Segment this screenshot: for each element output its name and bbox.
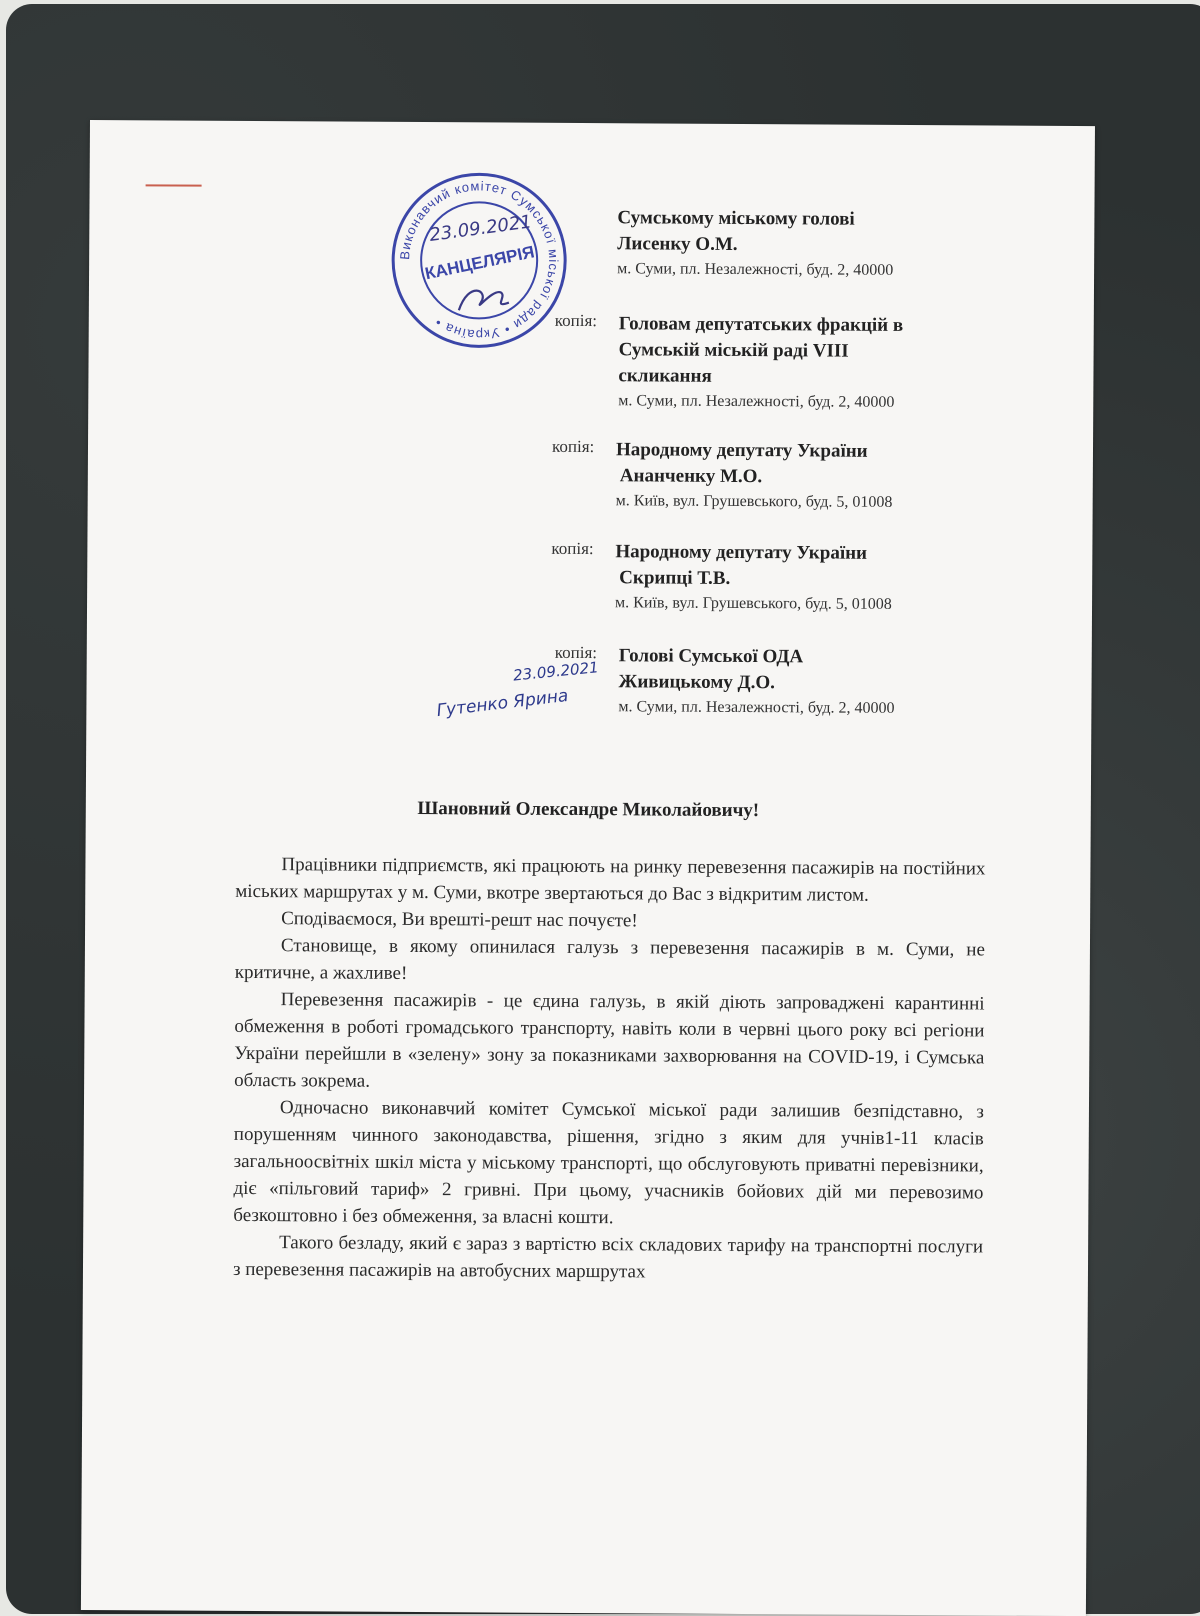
chancellery-stamp [389,170,570,351]
stamp-ring-text: Виконавчий комітет Сумської міської ради • Україна • [397,178,562,343]
body-paragraph: Працівники підприємств, які працюють на ринку перевезення пасажирів на постійних міських маршрутах у м. Суми, вкотре звертаються до Вас з відкритим листом. [235,854,986,906]
body-paragraph: Одночасно виконавчий комітет Сумської міської ради залишив безпідставно, з порушенням чинного законодавства, рішення, згідно з яким для учнів1-11 класів загальноосвітніх шкіл міста у міському транспорті, що обслуговують приватні перевізники, діє «пільговий тариф» 2 гривні. При цьому, учасників бойових дій ми перевозимо безкоштовно і без обмеження, за власні кошти. [233,1097,985,1229]
handwritten-date: 23.09.2021 [512,658,600,685]
recipient-name: Народному депутату України [615,541,868,564]
copy-label: копія: [554,310,598,331]
recipient-address: м. Суми, пл. Незалежності, буд. 2, 40000 [618,698,895,717]
recipient-name: Сумському міському голові [617,207,855,230]
recipient-name: Живицькому Д.О. [618,671,775,694]
recipient-block-1 [617,205,894,283]
handwritten-receipt-note [431,650,631,731]
recipient-name: Сумській міській раді VIII [618,339,849,362]
recipient-address: м. Київ, вул. Грушевського, буд. 5, 01008 [615,492,893,511]
recipient-name: Лисенку О.М. [617,233,738,255]
recipient-name: Скрипці Т.В. [619,567,731,589]
recipient-name: Народному депутату України [615,439,868,462]
letter-page [81,120,1095,1616]
recipient-address: м. Київ, вул. Грушевського, буд. 5, 01008 [615,594,892,613]
copy-label: копія: [551,436,595,457]
copy-label: копія: [551,538,594,559]
copy-label: копія: [554,642,598,663]
recipient-address: м. Суми, пл. Незалежності, буд. 2, 40000 [617,260,894,279]
recipient-block-4 [551,538,892,617]
recipient-block-2 [554,310,904,415]
recipient-block-3 [551,436,893,515]
recipient-address: м. Суми, пл. Незалежності, буд. 2, 40000 [618,392,895,411]
body-paragraph: Такого безладу, який є зараз з вартістю всіх складових тарифу на транспортні послуги з перевезення пасажирів на автобусних маршрутах [232,1232,984,1283]
recipient-name: Голові Сумської ОДА [618,645,804,668]
letter-greeting: Шановний Олександре Миколайовичу! [417,798,760,822]
stamp-signature [459,290,509,310]
letter-body [233,851,986,1288]
stamp-date-handwritten: 23.09.2021 [428,211,534,246]
stamp-center-text: КАНЦЕЛЯРІЯ [423,242,536,284]
body-paragraph: Сподіваємося, Ви врешті-решт нас почуєте! [281,908,638,932]
recipient-name: скликання [618,365,712,387]
red-pencil-mark [146,184,202,186]
recipient-name: Головам депутатських фракцій в [618,313,904,336]
recipient-name: Ананченку М.О. [619,465,763,488]
body-paragraph: Становище, в якому опинилася галузь з перевезення пасажирів в м. Суми, не критичне, а жахливе! [234,935,986,984]
handwritten-name: Гутенко Ярина [435,685,570,722]
body-paragraph: Перевезення пасажирів - це єдина галузь, в якій діють запроваджені карантинні обмеження в роботі громадського транспорту, навіть коли в червні цього року всі регіони України перейшли в «зелену» зону за показниками захворювання на COVID-19, і Сумська область зокрема. [234,989,985,1092]
